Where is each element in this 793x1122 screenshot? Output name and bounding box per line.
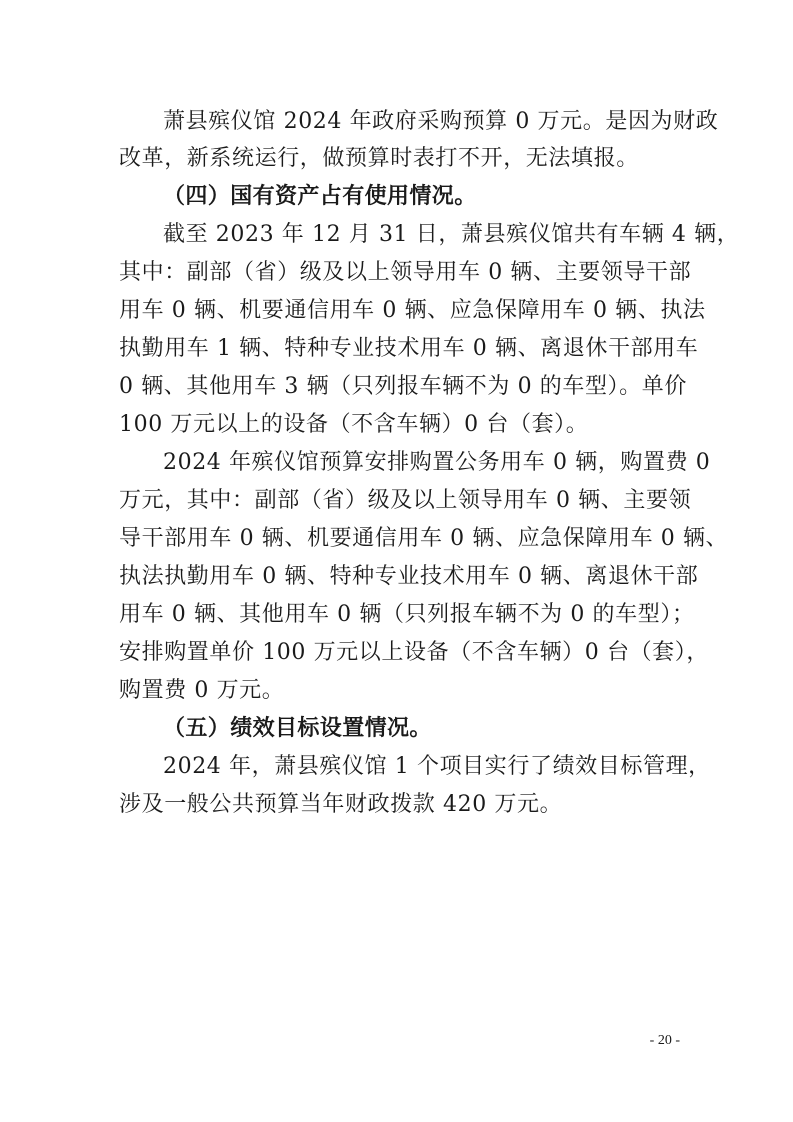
paragraph-performance-line-2: 涉及一般公共预算当年财政拨款 420 万元。	[119, 792, 563, 817]
paragraph-procurement-line-1: 萧县殡仪馆 2024 年政府采购预算 0 万元。是因为财政	[163, 109, 719, 134]
section-heading-state-assets: （四）国有资产占有使用情况。	[163, 184, 477, 209]
paragraph-purchase-line-4: 执法执勤用车 0 辆、特种专业技术用车 0 辆、离退休干部	[119, 564, 699, 589]
paragraph-vehicles-line-2: 其中：副部（省）级及以上领导用车 0 辆、主要领导干部	[119, 260, 692, 285]
paragraph-purchase-line-2: 万元，其中：副部（省）级及以上领导用车 0 辆、主要领	[119, 488, 692, 513]
paragraph-vehicles-line-3: 用车 0 辆、机要通信用车 0 辆、应急保障用车 0 辆、执法	[119, 298, 706, 323]
paragraph-purchase-line-3: 导干部用车 0 辆、机要通信用车 0 辆、应急保障用车 0 辆、	[119, 526, 729, 551]
paragraph-performance-line-1: 2024 年，萧县殡仪馆 1 个项目实行了绩效目标管理，	[163, 754, 711, 779]
paragraph-purchase-line-7: 购置费 0 万元。	[119, 678, 285, 703]
paragraph-procurement-line-2: 改革，新系统运行，做预算时表打不开，无法填报。	[119, 146, 639, 171]
paragraph-vehicles-line-1: 截至 2023 年 12 月 31 日，萧县殡仪馆共有车辆 4 辆，	[163, 222, 740, 247]
paragraph-vehicles-line-6: 100 万元以上的设备（不含车辆）0 台（套）。	[119, 412, 589, 437]
paragraph-vehicles-line-5: 0 辆、其他用车 3 辆（只列报车辆不为 0 的车型）。单价	[119, 374, 687, 399]
paragraph-purchase-line-5: 用车 0 辆、其他用车 0 辆（只列报车辆不为 0 的车型）；	[119, 602, 695, 627]
paragraph-purchase-line-1: 2024 年殡仪馆预算安排购置公务用车 0 辆，购置费 0	[163, 450, 711, 475]
section-heading-performance-goals: （五）绩效目标设置情况。	[163, 716, 432, 741]
page-number: - 20 -	[649, 1033, 680, 1048]
paragraph-purchase-line-6: 安排购置单价 100 万元以上设备（不含车辆）0 台（套），	[119, 640, 709, 665]
paragraph-vehicles-line-4: 执勤用车 1 辆、特种专业技术用车 0 辆、离退休干部用车	[119, 336, 699, 361]
